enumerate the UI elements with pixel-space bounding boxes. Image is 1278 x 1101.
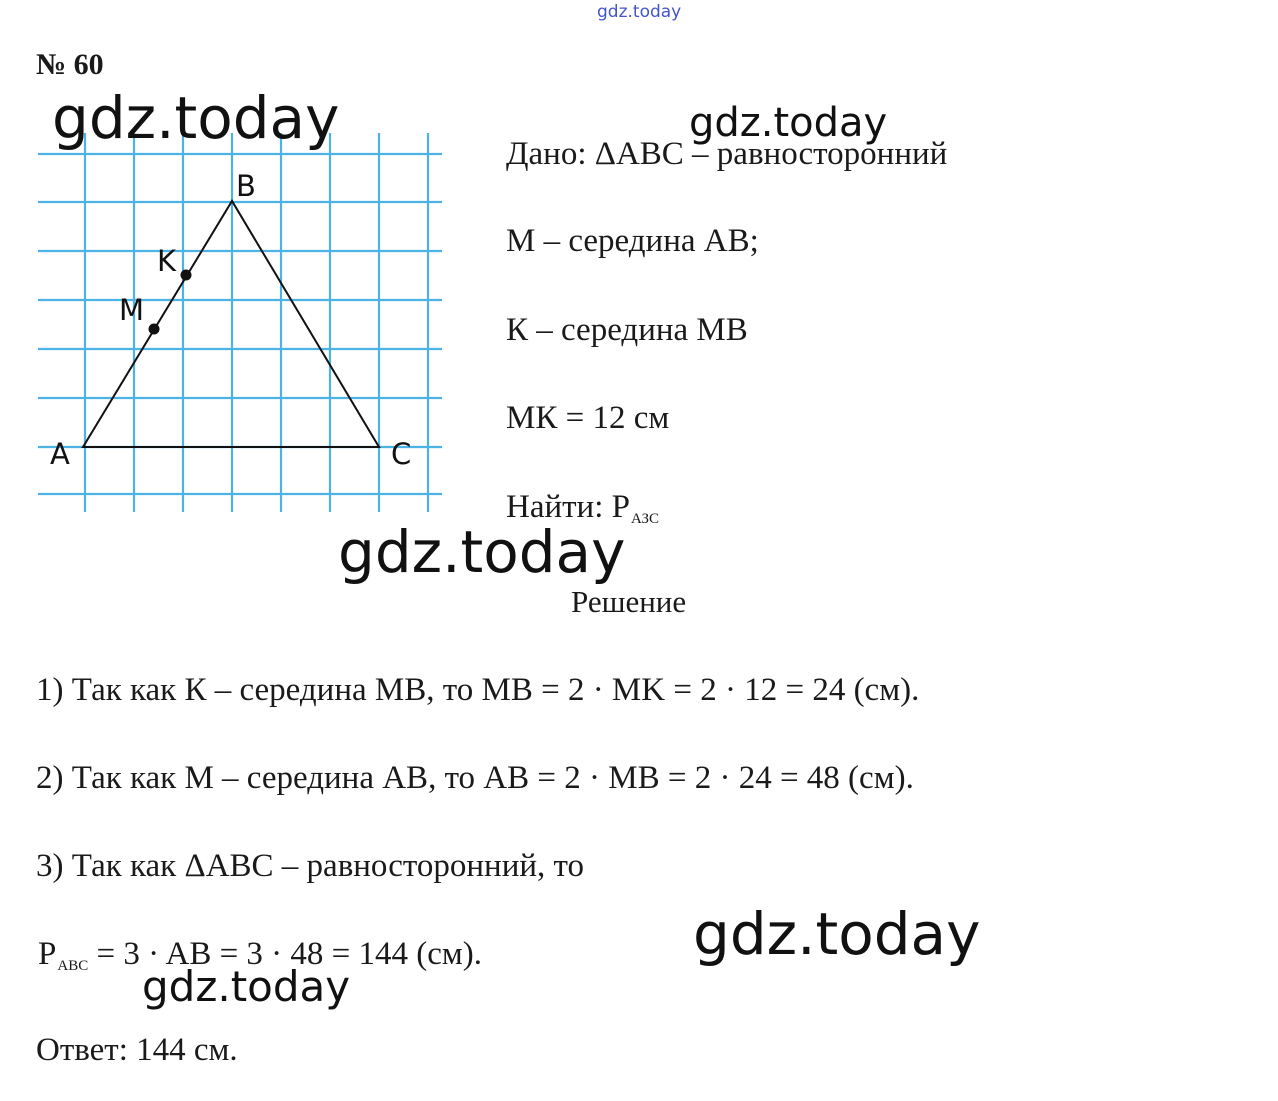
watermark-2: gdz.today — [689, 100, 888, 146]
solution-step-3: 3) Так как ΔABC – равносторонний, то — [36, 848, 585, 884]
label-b: B — [236, 169, 256, 203]
watermark-1: gdz.today — [52, 84, 340, 152]
find-subscript: АЗС — [631, 511, 659, 527]
point-k — [181, 270, 192, 281]
solution-step-1: 1) Так как К – середина MB, то MB = 2 · MK = 2 · 12 = 24 (см). — [36, 672, 920, 708]
answer: Ответ: 144 см. — [36, 1032, 238, 1068]
label-a: A — [50, 437, 70, 471]
point-m — [149, 324, 160, 335]
given-line-4: МК = 12 см — [506, 400, 670, 436]
perimeter-formula: = 3 · AB = 3 · 48 = 144 (см). — [88, 936, 483, 972]
label-c: C — [391, 437, 412, 471]
find-line — [506, 489, 659, 528]
given-line-2: M – середина AB; — [506, 223, 759, 259]
find-label: Найти: P — [506, 489, 630, 525]
label-k: K — [157, 244, 177, 278]
given-line-1: Дано: ΔABC – равносторонний — [506, 136, 948, 172]
problem-number: № 60 — [36, 48, 104, 81]
solution-heading: Решение — [571, 584, 687, 619]
watermark-4: gdz.today — [693, 900, 981, 968]
given-line-3: К – середина MB — [506, 312, 748, 348]
label-m: M — [119, 293, 145, 327]
triangle-figure — [0, 0, 460, 520]
perimeter-line — [38, 936, 482, 975]
watermark-5: gdz.today — [142, 962, 351, 1011]
perimeter-p: P — [38, 936, 57, 972]
solution-step-2: 2) Так как M – середина AB, то AB = 2 · MB = 2 · 24 = 48 (см). — [36, 760, 914, 796]
watermark-3: gdz.today — [338, 518, 626, 586]
top-watermark: gdz.today — [597, 2, 682, 22]
perimeter-subscript: ABC — [57, 958, 89, 974]
